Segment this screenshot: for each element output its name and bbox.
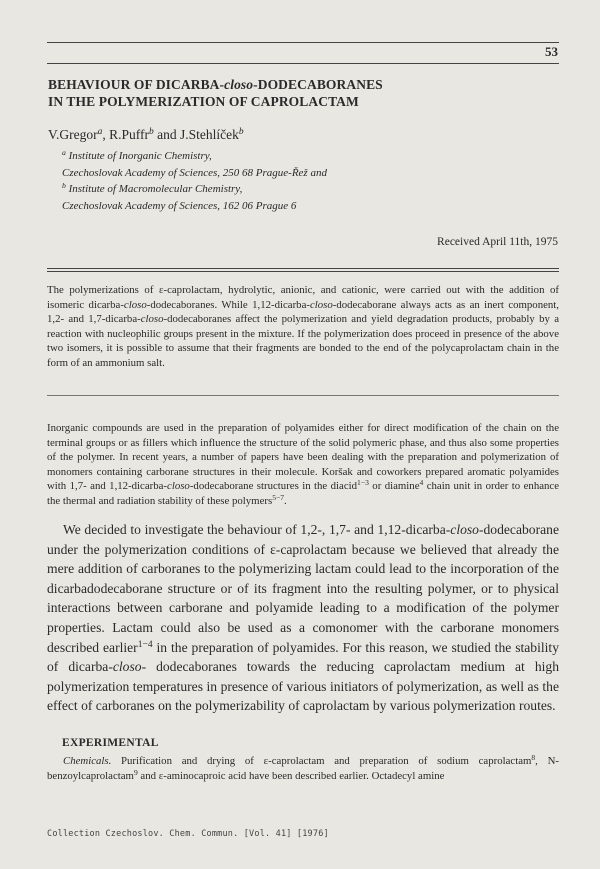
abstract-top-rule-2 xyxy=(47,271,559,272)
intro-paragraph: Inorganic compounds are used in the preparation of polyamides either for direct modification of the chain on the terminal groups or as fillers which influence the structure of the solid polymeric phase, and thus also some properties of the polymer. In recent years, a number of papers have been dealing with the preparation and polymerization of monomers containing carborane structures in their molecule. Koršak and coworkers prepared aromatic polyamides with 1,7- and 1,12-dicarba-closo-dodecaborane structures in the diacid$^{1-3}$ or diamine$^4$ chain unit in order to enhance the thermal and radiation stability of these polymers$^{5-7}$. xyxy=(47,422,559,507)
top-rule-1 xyxy=(47,42,559,43)
abstract: The polymerizations of ε-caprolactam, hydrolytic, anionic, and cationic, were carried out with the addition of isomeric dicarba-closo-dodecaboranes. While 1,12-dicarba-closo-dodecaborane always acts as an inert component, 1,2- and 1,7-dicarba-closo-dodecaboranes affect the polymerization and yield degradation products, probably by a reaction with nucleophilic groups present in the mixture. If the polymerization does proceed in presence of the above two isomers, it is possible to assume that their fragments are bonded to the end of the polycaprolactam chain in the form of an ammonium salt. xyxy=(47,284,559,369)
author-name: J.Stehlíček xyxy=(179,127,239,142)
abstract-top-rule xyxy=(47,268,559,269)
chemicals-paragraph: Chemicals. Purification and drying of ε-caprolactam and preparation of sodium caprolactam$^8$, N-benzoylcaprolactam$^9$ and ε-aminocaproic acid have been described earlier. Octadecyl amine xyxy=(47,752,559,782)
main-paragraph: We decided to investigate the behaviour of 1,2-, 1,7- and 1,12-dicarba-closo-dodecaborane under the polymerization conditions of ε-caprolactam because we believed that already the mere addition of carboranes to the polymerizing lactam could lead to the incorporation of the dicarbadodecaborane structure or of its fragment into the resulting polymer, or to physical interactions between carborane and polyamide leading to a modification of the polymer properties. Lactam could also be used as a comonomer with the carborane monomers described earlier$^{1-4}$ in the preparation of polyamides. For this reason, we studied the stability of dicarba-closo- dodecaboranes towards the reducing caprolactam medium at high polymerization temperatures in presence of various initiators of polymerization, as well as the effect of carboranes on the polymerizability of caprolactam by various polymerization routes. xyxy=(47,522,559,714)
received-date: Received April 11th, 1975 xyxy=(437,236,558,248)
top-rule-2 xyxy=(47,63,559,64)
section-heading-experimental: EXPERIMENTAL xyxy=(62,737,159,749)
author-name: R.Puffr xyxy=(109,127,149,142)
author-name: V.Gregor xyxy=(48,127,98,142)
page-number: 53 xyxy=(545,44,558,59)
author-list: V.Gregor$^a$, R.Puffr$^b$ and J.Stehlíček$^b$ xyxy=(48,126,244,142)
paper-title: BEHAVIOUR OF DICARBA-closo-DODECABORANES IN THE POLYMERIZATION OF CAPROLACTAM xyxy=(48,77,383,109)
abstract-bottom-rule xyxy=(47,395,559,396)
journal-footer: Collection Czechoslov. Chem. Commun. [Vol. 41] [1976] xyxy=(47,829,329,839)
affiliations: $^a$ Institute of Inorganic Chemistry, Czechoslovak Academy of Sciences, 250 68 Prague-Řež and $^b$ Institute of Macromolecular Chemistry, Czechoslovak Academy of Sciences, 162 06 Prague 6 xyxy=(62,147,327,212)
